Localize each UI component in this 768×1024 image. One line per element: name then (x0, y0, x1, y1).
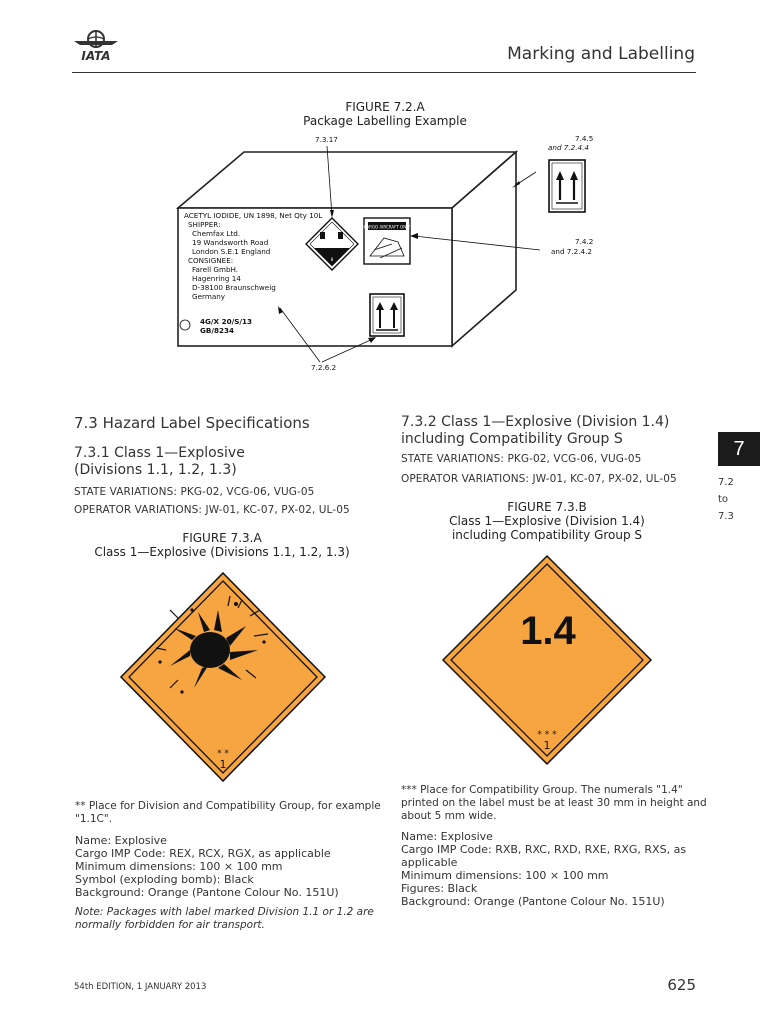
note-a (75, 906, 374, 932)
cao-label-text: CARGO AIRCRAFT ONLY (363, 224, 411, 230)
figure-73a-title (72, 531, 372, 559)
package-line: D-38100 Braunschweig (192, 283, 276, 292)
page-header-title: Marking and Labelling (507, 44, 695, 64)
section-731-state-variations: STATE VARIATIONS: PKG-02, VCG-06, VUG-05 (74, 486, 315, 498)
figure-73b-caption-line1: Class 1—Explosive (Division 1.4) (449, 514, 645, 528)
class1-explosive-label-b (440, 553, 654, 767)
footnote-a-line2: "1.1C". (75, 813, 113, 825)
section-731-heading (74, 445, 245, 479)
package-line-shipping-name: ACETYL IODIDE, UN 1898, Net Qty 10L (184, 211, 323, 220)
label-b-division-number: 1.4 (520, 609, 576, 653)
figure-73a-number: FIGURE 7.3.A (182, 531, 262, 545)
package-line: Hagenring 14 (192, 274, 241, 283)
package-labelling-diagram (170, 130, 610, 380)
callout-7262: 7.2.6.2 (311, 363, 337, 372)
callout-742-a: 7.4.2 (575, 237, 594, 246)
section-732-heading-line1: 7.3.2 Class 1—Explosive (Division 1.4) (401, 414, 670, 430)
figure-73b-number: FIGURE 7.3.B (507, 500, 587, 514)
spec-a-cargo-imp: Cargo IMP Code: REX, RCX, RGX, as applicable (75, 847, 331, 860)
spec-a-block (75, 834, 339, 899)
class1-explosive-label-a (118, 570, 328, 784)
spec-a-dimensions: Minimum dimensions: 100 × 100 mm (75, 860, 283, 873)
label-b-stars: * * * (537, 730, 557, 740)
spec-b-figures: Figures: Black (401, 882, 478, 895)
package-line: 19 Wandsworth Road (192, 238, 269, 247)
note-a-line1: Note: Packages with label marked Division 1.1 or 1.2 are (75, 906, 374, 918)
spec-b-dimensions: Minimum dimensions: 100 × 100 mm (401, 869, 609, 882)
section-731-operator-variations: OPERATOR VARIATIONS: JW-01, KC-07, PX-02, UL-05 (74, 504, 350, 516)
footnote-b (401, 784, 707, 823)
section-731-heading-line1: 7.3.1 Class 1—Explosive (74, 445, 245, 461)
svg-text:8: 8 (330, 257, 334, 262)
section-731-heading-line2: (Divisions 1.1, 1.2, 1.3) (74, 462, 237, 478)
label-a-class-number: 1 (219, 758, 227, 771)
callout-745-a: 7.4.5 (575, 134, 594, 143)
spec-b-background: Background: Orange (Pantone Colour No. 151U) (401, 895, 665, 908)
package-line: Germany (192, 292, 226, 301)
section-732-state-variations: STATE VARIATIONS: PKG-02, VCG-06, VUG-05 (401, 453, 642, 465)
un-mark-line1: 4G/X 20/S/13 (200, 317, 253, 326)
label-b-class-number: 1 (543, 739, 551, 752)
header-rule (72, 72, 696, 73)
spec-b-name: Name: Explosive (401, 830, 493, 843)
label-a-stars: * * (217, 749, 229, 759)
iata-logo (72, 26, 120, 64)
figure-72a-caption: Package Labelling Example (303, 114, 467, 128)
figure-73a-caption: Class 1—Explosive (Divisions 1.1, 1.2, 1.3) (94, 545, 350, 559)
cargo-aircraft-only-label-icon (364, 218, 411, 264)
callout-742-b: and 7.2.4.2 (551, 247, 592, 256)
logo-text: IATA (81, 49, 111, 63)
spec-a-background: Background: Orange (Pantone Colour No. 151U) (75, 886, 339, 899)
figure-73b-title (397, 500, 697, 542)
footnote-b-line3: about 5 mm wide. (401, 810, 497, 822)
callout-745-b: and 7.2.4.4 (548, 143, 589, 152)
section-732-heading (401, 414, 669, 448)
section-73-heading: 7.3 Hazard Label Specifications (74, 414, 310, 432)
package-line-shipper-label: SHIPPER: (188, 220, 221, 229)
chapter-range-end: 7.3 (718, 511, 734, 522)
un-mark-line2: GB/8234 (200, 326, 235, 335)
package-line-consignee-label: CONSIGNEE: (188, 256, 234, 265)
orientation-arrows-detail-icon (549, 160, 585, 212)
spec-b-block (401, 830, 686, 908)
orientation-arrows-icon (370, 294, 404, 336)
footnote-b-line1: *** Place for Compatibility Group. The numerals "1.4" (401, 784, 683, 796)
footnote-a (75, 800, 381, 826)
callout-7317: 7.3.17 (315, 135, 338, 144)
figure-72a-number: FIGURE 7.2.A (345, 100, 425, 114)
note-a-line2: normally forbidden for air transport. (75, 919, 265, 931)
spec-b-cargo-imp: Cargo IMP Code: RXB, RXC, RXD, RXE, RXG, RXS, as (401, 843, 687, 856)
section-732-heading-line2: including Compatibility Group S (401, 431, 623, 447)
section-732-operator-variations: OPERATOR VARIATIONS: JW-01, KC-07, PX-02, UL-05 (401, 473, 677, 485)
chapter-tab: 7 (718, 432, 760, 466)
chapter-range-to: to (718, 494, 729, 505)
footnote-b-line2: printed on the label must be at least 30 mm in height and (401, 797, 707, 809)
footnote-a-line1: ** Place for Division and Compatibility Group, for example (75, 800, 381, 812)
package-line: Farell GmbH. (192, 265, 239, 274)
chapter-range (718, 474, 748, 525)
figure-72a-title (235, 100, 535, 128)
page-number: 625 (667, 976, 696, 994)
spec-a-name: Name: Explosive (75, 834, 167, 847)
package-line: London S.E.1 England (192, 247, 271, 256)
figure-73b-caption-line2: including Compatibility Group S (451, 528, 643, 542)
spec-b-cargo-imp-cont: applicable (401, 856, 458, 869)
spec-a-symbol: Symbol (exploding bomb): Black (75, 873, 254, 886)
package-line: Chemfax Ltd. (192, 229, 241, 238)
chapter-range-start: 7.2 (718, 477, 734, 488)
edition-footer: 54th EDITION, 1 JANUARY 2013 (74, 982, 207, 992)
